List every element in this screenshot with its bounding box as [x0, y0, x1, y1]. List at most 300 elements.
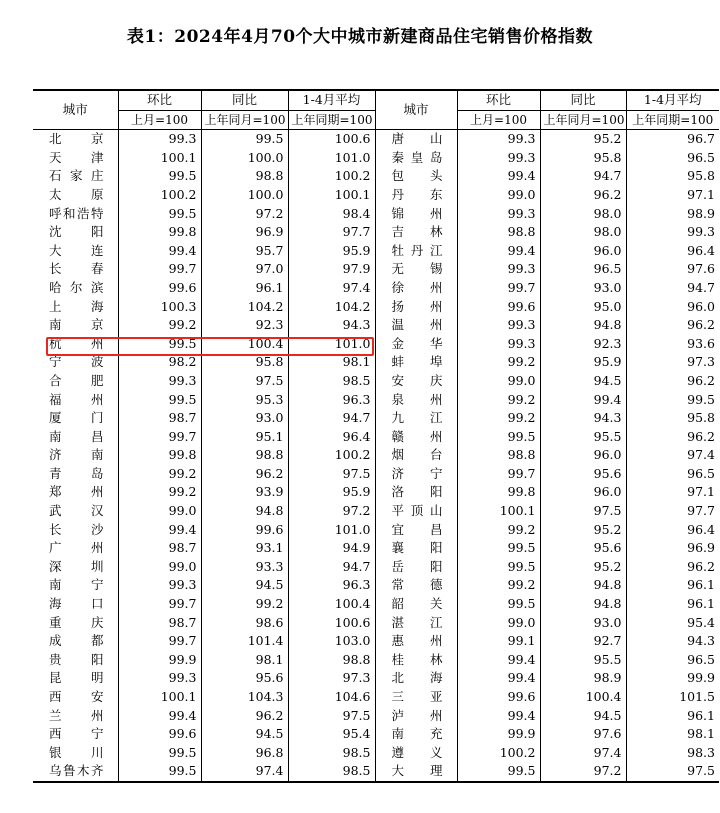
mom-value: 99.5 [118, 167, 201, 186]
avg-value: 96.0 [626, 298, 719, 317]
city-name: 宁 波 [49, 354, 104, 370]
yoy-value: 96.2 [201, 465, 288, 484]
city-name: 福 州 [49, 391, 104, 407]
yoy-value: 98.0 [540, 223, 626, 242]
mom-value: 99.7 [118, 595, 201, 614]
avg-value: 96.1 [626, 595, 719, 614]
yoy-value: 94.5 [540, 707, 626, 726]
avg-value: 100.6 [288, 130, 375, 149]
table-row [33, 651, 719, 670]
avg-value: 95.9 [288, 242, 375, 261]
mom-value: 98.8 [457, 446, 540, 465]
yoy-value: 96.2 [201, 707, 288, 726]
mom-value: 99.4 [118, 707, 201, 726]
mom-value: 99.5 [457, 428, 540, 447]
city-name: 西 宁 [49, 726, 104, 742]
yoy-value: 97.4 [540, 744, 626, 763]
avg-value: 100.2 [288, 167, 375, 186]
yoy-value: 94.5 [540, 372, 626, 391]
avg-value: 97.5 [626, 762, 719, 782]
yoy-value: 93.3 [201, 558, 288, 577]
avg-value: 98.5 [288, 744, 375, 763]
city-name: 南 昌 [49, 428, 104, 444]
header-mom: 环比 [457, 90, 540, 110]
yoy-value: 98.0 [540, 205, 626, 224]
avg-value: 97.7 [288, 223, 375, 242]
city-name: 烟 台 [375, 446, 457, 465]
city-name: 唐 山 [375, 130, 457, 149]
avg-value: 98.3 [626, 744, 719, 763]
city-name: 韶 关 [375, 595, 457, 614]
city-name: 丹 东 [375, 186, 457, 205]
city-name: 北 京 [49, 131, 104, 147]
header-avg-base: 上年同期=100 [626, 110, 719, 130]
yoy-value: 92.7 [540, 632, 626, 651]
mom-value: 99.8 [457, 483, 540, 502]
city-name: 重 庆 [49, 614, 104, 630]
avg-value: 101.0 [288, 521, 375, 540]
avg-value: 97.7 [626, 502, 719, 521]
avg-value: 101.5 [626, 688, 719, 707]
table-row [33, 688, 719, 707]
yoy-value: 93.0 [201, 409, 288, 428]
mom-value: 99.5 [118, 762, 201, 782]
avg-value: 97.2 [288, 502, 375, 521]
avg-value: 94.7 [288, 558, 375, 577]
avg-value: 100.1 [288, 186, 375, 205]
table-row [33, 298, 719, 317]
yoy-value: 99.2 [201, 595, 288, 614]
avg-value: 100.2 [288, 446, 375, 465]
city-name: 秦皇岛 [375, 149, 457, 168]
yoy-value: 97.5 [540, 502, 626, 521]
table-row [33, 335, 719, 354]
yoy-value: 94.5 [201, 576, 288, 595]
avg-value: 97.4 [288, 279, 375, 298]
yoy-value: 96.0 [540, 483, 626, 502]
avg-value: 94.7 [626, 279, 719, 298]
avg-value: 97.4 [626, 446, 719, 465]
city-name: 大 连 [49, 242, 104, 258]
table-row [33, 669, 719, 688]
city-name: 三 亚 [375, 688, 457, 707]
city-name: 安 庆 [375, 372, 457, 391]
header-mom-base: 上月=100 [457, 110, 540, 130]
header-avg: 1-4月平均 [288, 90, 375, 110]
table-row [33, 614, 719, 633]
table-row [33, 149, 719, 168]
yoy-value: 94.8 [540, 316, 626, 335]
mom-value: 99.6 [118, 725, 201, 744]
avg-value: 98.1 [626, 725, 719, 744]
city-name: 深 圳 [49, 558, 104, 574]
table-row [33, 242, 719, 261]
mom-value: 99.2 [457, 521, 540, 540]
city-name: 平顶山 [375, 502, 457, 521]
mom-value: 99.5 [118, 391, 201, 410]
yoy-value: 97.4 [201, 762, 288, 782]
avg-value: 96.2 [626, 316, 719, 335]
avg-value: 101.0 [288, 149, 375, 168]
avg-value: 93.6 [626, 335, 719, 354]
city-name: 常 德 [375, 576, 457, 595]
avg-value: 97.5 [288, 465, 375, 484]
mom-value: 99.3 [118, 669, 201, 688]
mom-value: 99.0 [118, 502, 201, 521]
mom-value: 99.5 [118, 744, 201, 763]
yoy-value: 95.0 [540, 298, 626, 317]
yoy-value: 96.1 [201, 279, 288, 298]
mom-value: 99.4 [457, 669, 540, 688]
yoy-value: 95.1 [201, 428, 288, 447]
yoy-value: 93.0 [540, 279, 626, 298]
city-name: 合 肥 [49, 372, 104, 388]
mom-value: 100.1 [457, 502, 540, 521]
avg-value: 96.4 [626, 521, 719, 540]
table-row [33, 762, 719, 782]
avg-value: 97.1 [626, 483, 719, 502]
yoy-value: 94.3 [540, 409, 626, 428]
table-row [33, 279, 719, 298]
avg-value: 97.9 [288, 260, 375, 279]
header-mom-base: 上月=100 [118, 110, 201, 130]
avg-value: 98.5 [288, 372, 375, 391]
city-name: 岳 阳 [375, 558, 457, 577]
yoy-value: 94.7 [540, 167, 626, 186]
mom-value: 99.7 [118, 260, 201, 279]
mom-value: 98.7 [118, 409, 201, 428]
yoy-value: 96.2 [540, 186, 626, 205]
mom-value: 99.4 [457, 242, 540, 261]
yoy-value: 95.9 [540, 353, 626, 372]
city-name: 青 岛 [49, 465, 104, 481]
yoy-value: 98.6 [201, 614, 288, 633]
yoy-value: 95.6 [540, 539, 626, 558]
avg-value: 98.8 [288, 651, 375, 670]
mom-value: 99.4 [118, 242, 201, 261]
city-name: 锦 州 [375, 205, 457, 224]
table-row [33, 465, 719, 484]
city-name: 蚌 埠 [375, 353, 457, 372]
mom-value: 98.8 [457, 223, 540, 242]
mom-value: 99.5 [118, 205, 201, 224]
avg-value: 96.1 [626, 576, 719, 595]
city-name: 太 原 [49, 186, 104, 202]
avg-value: 104.2 [288, 298, 375, 317]
mom-value: 99.2 [118, 465, 201, 484]
header-yoy: 同比 [540, 90, 626, 110]
mom-value: 99.9 [118, 651, 201, 670]
mom-value: 99.3 [457, 260, 540, 279]
mom-value: 99.7 [118, 632, 201, 651]
mom-value: 99.5 [457, 539, 540, 558]
yoy-value: 98.9 [540, 669, 626, 688]
city-name: 长 沙 [49, 521, 104, 537]
mom-value: 98.7 [118, 539, 201, 558]
header-avg-base: 上年同期=100 [288, 110, 375, 130]
table-row [33, 483, 719, 502]
table-row [33, 502, 719, 521]
mom-value: 99.0 [457, 372, 540, 391]
mom-value: 99.5 [457, 595, 540, 614]
header-city: 城市 [375, 90, 457, 130]
avg-value: 98.4 [288, 205, 375, 224]
avg-value: 94.3 [626, 632, 719, 651]
avg-value: 103.0 [288, 632, 375, 651]
city-name: 扬 州 [375, 298, 457, 317]
avg-value: 96.3 [288, 576, 375, 595]
yoy-value: 98.1 [201, 651, 288, 670]
avg-value: 97.3 [626, 353, 719, 372]
table-row [33, 372, 719, 391]
header-city: 城市 [33, 90, 118, 130]
yoy-value: 95.6 [201, 669, 288, 688]
header-avg: 1-4月平均 [626, 90, 719, 110]
yoy-value: 92.3 [201, 316, 288, 335]
city-name: 成 都 [49, 633, 104, 649]
mom-value: 99.7 [118, 428, 201, 447]
avg-value: 95.4 [626, 614, 719, 633]
mom-value: 99.1 [457, 632, 540, 651]
city-name: 南 充 [375, 725, 457, 744]
city-name: 海 口 [49, 596, 104, 612]
city-name: 天 津 [49, 149, 104, 165]
table-row [33, 595, 719, 614]
table-row [33, 316, 719, 335]
mom-value: 99.2 [457, 353, 540, 372]
table-row [33, 576, 719, 595]
yoy-value: 96.9 [201, 223, 288, 242]
yoy-value: 96.5 [540, 260, 626, 279]
mom-value: 99.9 [457, 725, 540, 744]
avg-value: 95.8 [626, 167, 719, 186]
mom-value: 98.2 [118, 353, 201, 372]
yoy-value: 94.8 [201, 502, 288, 521]
avg-value: 96.9 [626, 539, 719, 558]
mom-value: 99.0 [457, 614, 540, 633]
yoy-value: 95.2 [540, 558, 626, 577]
mom-value: 100.1 [118, 149, 201, 168]
city-name: 呼和浩特 [49, 205, 104, 221]
yoy-value: 96.0 [540, 242, 626, 261]
mom-value: 99.8 [118, 223, 201, 242]
avg-value: 96.2 [626, 558, 719, 577]
mom-value: 99.6 [118, 279, 201, 298]
city-name: 沈 阳 [49, 224, 104, 240]
avg-value: 104.6 [288, 688, 375, 707]
avg-value: 96.5 [626, 465, 719, 484]
table-row [33, 186, 719, 205]
yoy-value: 104.2 [201, 298, 288, 317]
avg-value: 96.7 [626, 130, 719, 149]
yoy-value: 101.4 [201, 632, 288, 651]
table-row [33, 409, 719, 428]
yoy-value: 97.2 [540, 762, 626, 782]
avg-value: 96.2 [626, 372, 719, 391]
mom-value: 99.2 [457, 576, 540, 595]
yoy-value: 95.5 [540, 428, 626, 447]
city-name: 桂 林 [375, 651, 457, 670]
mom-value: 99.2 [118, 483, 201, 502]
city-name: 牡丹江 [375, 242, 457, 261]
mom-value: 99.2 [457, 409, 540, 428]
avg-value: 99.9 [626, 669, 719, 688]
table-row [33, 521, 719, 540]
yoy-value: 95.3 [201, 391, 288, 410]
mom-value: 98.7 [118, 614, 201, 633]
mom-value: 99.2 [457, 391, 540, 410]
city-name: 洛 阳 [375, 483, 457, 502]
header-mom: 环比 [118, 90, 201, 110]
avg-value: 97.5 [288, 707, 375, 726]
avg-value: 98.9 [626, 205, 719, 224]
yoy-value: 93.0 [540, 614, 626, 633]
city-name: 贵 阳 [49, 651, 104, 667]
city-name: 长 春 [49, 261, 104, 277]
city-name: 九 江 [375, 409, 457, 428]
mom-value: 99.6 [457, 298, 540, 317]
avg-value: 94.7 [288, 409, 375, 428]
mom-value: 99.3 [118, 576, 201, 595]
avg-value: 96.4 [626, 242, 719, 261]
yoy-value: 96.8 [201, 744, 288, 763]
city-name: 乌鲁木齐 [33, 762, 118, 782]
mom-value: 99.3 [457, 205, 540, 224]
yoy-value: 95.8 [540, 149, 626, 168]
avg-value: 95.9 [288, 483, 375, 502]
header-yoy-base: 上年同月=100 [201, 110, 288, 130]
table-body [33, 130, 719, 782]
yoy-value: 93.1 [201, 539, 288, 558]
yoy-value: 99.5 [201, 130, 288, 149]
city-name: 南 宁 [49, 577, 104, 593]
avg-value: 96.2 [626, 428, 719, 447]
yoy-value: 95.2 [540, 521, 626, 540]
mom-value: 99.0 [457, 186, 540, 205]
avg-value: 98.1 [288, 353, 375, 372]
avg-value: 96.3 [288, 391, 375, 410]
table-row [33, 446, 719, 465]
city-name: 大 理 [375, 762, 457, 782]
avg-value: 99.3 [626, 223, 719, 242]
page-title: 表1：2024年4月70个大中城市新建商品住宅销售价格指数 [126, 27, 594, 47]
mom-value: 99.5 [457, 762, 540, 782]
city-name: 北 海 [375, 669, 457, 688]
avg-value: 98.5 [288, 762, 375, 782]
city-name: 惠 州 [375, 632, 457, 651]
yoy-value: 95.5 [540, 651, 626, 670]
yoy-value: 98.8 [201, 167, 288, 186]
city-name: 金 华 [375, 335, 457, 354]
table-header [33, 90, 719, 130]
mom-value: 100.3 [118, 298, 201, 317]
city-name: 遵 义 [375, 744, 457, 763]
city-name: 西 安 [49, 689, 104, 704]
city-name: 上 海 [49, 298, 104, 314]
mom-value: 99.3 [118, 130, 201, 149]
table-row [33, 167, 719, 186]
yoy-value: 104.3 [201, 688, 288, 707]
city-name: 无 锡 [375, 260, 457, 279]
yoy-value: 97.0 [201, 260, 288, 279]
city-name: 昆 明 [49, 670, 104, 686]
avg-value: 97.3 [288, 669, 375, 688]
avg-value: 96.4 [288, 428, 375, 447]
city-name: 石家庄 [49, 168, 104, 184]
city-name: 广 州 [49, 540, 104, 556]
yoy-value: 95.2 [540, 130, 626, 149]
city-name: 徐 州 [375, 279, 457, 298]
yoy-value: 94.8 [540, 576, 626, 595]
mom-value: 99.4 [457, 707, 540, 726]
yoy-value: 97.2 [201, 205, 288, 224]
city-name: 武 汉 [49, 503, 104, 519]
table-row [33, 205, 719, 224]
mom-value: 99.3 [457, 316, 540, 335]
city-name: 郑 州 [49, 484, 104, 500]
city-name: 南 京 [49, 317, 104, 333]
table-row [33, 130, 719, 149]
mom-value: 99.3 [457, 335, 540, 354]
yoy-value: 100.4 [540, 688, 626, 707]
table-row [33, 223, 719, 242]
table-row [33, 260, 719, 279]
yoy-value: 93.9 [201, 483, 288, 502]
city-name: 银 川 [49, 744, 104, 760]
city-name: 厦 门 [49, 410, 104, 426]
city-name: 杭 州 [49, 335, 104, 351]
city-name: 兰 州 [49, 707, 104, 723]
avg-value: 94.9 [288, 539, 375, 558]
yoy-value: 92.3 [540, 335, 626, 354]
city-name: 包 头 [375, 167, 457, 186]
header-yoy-base: 上年同月=100 [540, 110, 626, 130]
yoy-value: 99.4 [540, 391, 626, 410]
table-row [33, 744, 719, 763]
mom-value: 99.5 [118, 335, 201, 354]
table-row [33, 539, 719, 558]
city-name: 泸 州 [375, 707, 457, 726]
avg-value: 101.0 [288, 335, 375, 354]
yoy-value: 97.6 [540, 725, 626, 744]
yoy-value: 95.8 [201, 353, 288, 372]
yoy-value: 95.7 [201, 242, 288, 261]
avg-value: 95.8 [626, 409, 719, 428]
city-name: 赣 州 [375, 428, 457, 447]
mom-value: 99.4 [457, 167, 540, 186]
mom-value: 100.2 [118, 186, 201, 205]
table-row [33, 428, 719, 447]
avg-value: 96.1 [626, 707, 719, 726]
city-name: 襄 阳 [375, 539, 457, 558]
mom-value: 99.4 [457, 651, 540, 670]
mom-value: 99.7 [457, 279, 540, 298]
avg-value: 95.4 [288, 725, 375, 744]
yoy-value: 96.0 [540, 446, 626, 465]
city-name: 湛 江 [375, 614, 457, 633]
yoy-value: 95.6 [540, 465, 626, 484]
mom-value: 99.3 [118, 372, 201, 391]
mom-value: 100.2 [457, 744, 540, 763]
yoy-value: 98.8 [201, 446, 288, 465]
city-name: 吉 林 [375, 223, 457, 242]
yoy-value: 100.4 [201, 335, 288, 354]
table-row [33, 353, 719, 372]
table-row [33, 707, 719, 726]
mom-value: 99.5 [457, 558, 540, 577]
yoy-value: 94.8 [540, 595, 626, 614]
city-name: 哈尔滨 [49, 279, 104, 295]
